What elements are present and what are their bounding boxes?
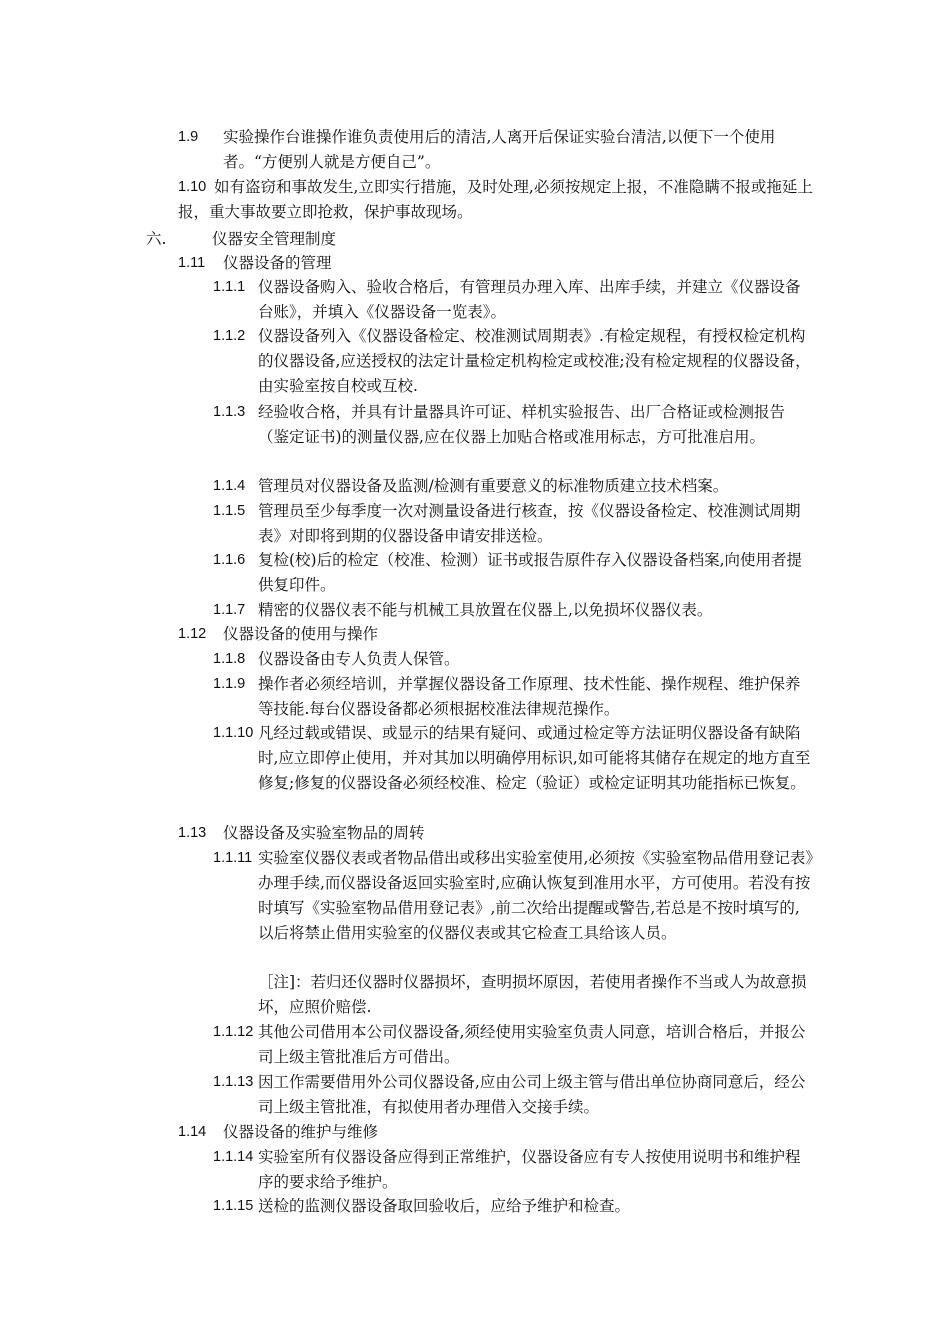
clause-number: 1.11 xyxy=(178,255,206,271)
clause-number: 1.1.7 xyxy=(213,602,246,618)
clause-number: 1.1.4 xyxy=(213,478,246,494)
clause-text: 经验收合格，并具有计量器具许可证、样机实验报告、出厂合格证或检测报告（鉴定证书)的测量仪器,应在仪器上加贴合格或准用标志，方可批准启用。 xyxy=(258,403,786,446)
section-number: 六. xyxy=(146,230,167,248)
clause-title: 仪器设备的使用与操作 xyxy=(223,625,379,643)
clause-1-1-15 xyxy=(213,1194,815,1219)
clause-1-13 xyxy=(178,821,815,846)
clause-text: 实验室所有仪器设备应得到正常维护，仪器设备应有专人按使用说明书和维护程序的要求给予维护。 xyxy=(258,1148,801,1191)
clause-number: 1.1.12 xyxy=(213,1024,254,1040)
clause-title: 仪器设备的维护与维修 xyxy=(223,1123,379,1141)
note-text: ［注]：若归还仪器时仪器损坏，查明损坏原因，若使用者操作不当或人为故意损坏，应照价赔偿. xyxy=(258,973,807,1016)
clause-text: 管理员至少每季度一次对测量设备进行核查，按《仪器设备检定、校准测试周期表》对即将到期的仪器设备申请安排送检。 xyxy=(258,502,801,545)
clause-title: 仪器设备及实验室物品的周转 xyxy=(223,824,425,842)
clause-1-11 xyxy=(178,251,815,276)
clause-number: 1.1.9 xyxy=(213,676,246,692)
clause-1-1-5 xyxy=(213,499,815,549)
clause-number: 1.1.2 xyxy=(213,328,246,344)
clause-number: 1.1.10 xyxy=(213,725,254,741)
clause-text: 因工作需要借用外公司仪器设备,应由公司上级主管与借出单位协商同意后，经公司上级主管批准，有拟使用者办理借入交接手续。 xyxy=(258,1073,806,1116)
clause-1-1-14 xyxy=(213,1145,815,1195)
clause-1-1-7 xyxy=(213,598,815,623)
clause-number: 1.10 xyxy=(178,179,207,195)
clause-text: 仪器设备购入、验收合格后，有管理员办理入库、出库手续，并建立《仪器设备台账》，并填入《仪器设备一览表》。 xyxy=(258,278,801,321)
clause-text: 精密的仪器仪表不能与机械工具放置在仪器上,以免损坏仪器仪表。 xyxy=(258,601,713,619)
clause-number: 1.1.13 xyxy=(213,1074,254,1090)
clause-number: 1.9 xyxy=(178,129,199,145)
clause-1-1-9 xyxy=(213,672,815,722)
clause-1-1-6 xyxy=(213,548,815,598)
clause-title: 仪器设备的管理 xyxy=(223,254,332,272)
clause-text: 送检的监测仪器设备取回验收后，应给予维护和检查。 xyxy=(258,1197,631,1215)
clause-number: 1.1.8 xyxy=(213,651,246,667)
section-title: 仪器安全管理制度 xyxy=(212,230,337,248)
clause-1-9 xyxy=(178,125,815,175)
clause-text: 操作者必须经培训，并掌握仪器设备工作原理、技术性能、操作规程、维护保养等技能.每台仪器设备都必须根据校准法律规范操作。 xyxy=(258,675,801,718)
clause-number: 1.1.6 xyxy=(213,552,246,568)
clause-number: 1.1.11 xyxy=(213,850,253,866)
section-heading-6 xyxy=(146,227,815,252)
clause-number: 1.14 xyxy=(178,1124,207,1140)
clause-note xyxy=(258,970,815,1020)
clause-1-1-8 xyxy=(213,647,815,672)
clause-number: 1.1.15 xyxy=(213,1198,254,1214)
clause-1-1-1 xyxy=(213,275,815,325)
clause-number: 1.1.3 xyxy=(213,404,246,420)
clause-number: 1.13 xyxy=(178,825,207,841)
clause-1-10 xyxy=(178,175,815,225)
clause-text: 其他公司借用本公司仪器设备,须经使用实验室负责人同意，培训合格后，并报公司上级主管批准后方可借出。 xyxy=(258,1023,806,1066)
clause-text: 管理员对仪器设备及监测/检测有重要意义的标准物质建立技术档案。 xyxy=(258,477,729,495)
clause-1-1-3 xyxy=(213,400,815,475)
clause-text: 仪器设备列入《仪器设备检定、校准测试周期表》.有检定规程，有授权检定机构的仪器设备,应送授权的法定计量检定机构检定或校准;没有检定规程的仪器设备，由实验室按自校或互校. xyxy=(258,327,811,395)
clause-1-12 xyxy=(178,622,815,647)
clause-text: 实验室仪器仪表或者物品借出或移出实验室使用,必须按《实验室物品借用登记表》办理手续,而仪器设备返回实验室时,应确认恢复到准用水平，方可使用。若没有按时填写《实验室物品借用登记表》,前二次给出提醒或警告,若总是不按时填写的,以后将禁止借用实验室的仪器仪表或其它检查工具给该人员。 xyxy=(258,849,814,942)
clause-1-1-12 xyxy=(213,1020,815,1070)
clause-text: 仪器设备由专人负责人保管。 xyxy=(258,650,460,668)
clause-text: 凡经过载或错误、或显示的结果有疑问、或通过检定等方法证明仪器设备有缺陷时,应立即停止使用，并对其加以明确停用标识,如可能将其储存在规定的地方直至修复;修复的仪器设备必须经校准、检定（验证）或检定证明其功能指标已恢复。 xyxy=(258,724,811,792)
clause-text: 复检(校)后的检定（校准、检测）证书或报告原件存入仪器设备档案,向使用者提供复印件。 xyxy=(258,551,803,594)
clause-1-1-11 xyxy=(213,846,815,971)
clause-number: 1.12 xyxy=(178,626,207,642)
clause-1-1-4 xyxy=(213,474,815,499)
clause-number: 1.1.1 xyxy=(213,279,246,295)
clause-number: 1.1.5 xyxy=(213,503,246,519)
clause-text: 实验操作台谁操作谁负责使用后的清洁,人离开后保证实验台清洁,以便下一个使用者。“方便别人就是方便自己”。 xyxy=(223,128,776,171)
clause-1-14 xyxy=(178,1120,815,1145)
clause-text: 如有盗窃和事故发生,立即实行措施，及时处理,必须按规定上报，不准隐瞒不报或拖延上报，重大事故要立即抢救，保护事故现场。 xyxy=(178,178,813,221)
clause-1-1-10 xyxy=(213,721,815,821)
clause-1-1-2 xyxy=(213,324,815,399)
clause-number: 1.1.14 xyxy=(213,1149,254,1165)
clause-1-1-13 xyxy=(213,1070,817,1120)
